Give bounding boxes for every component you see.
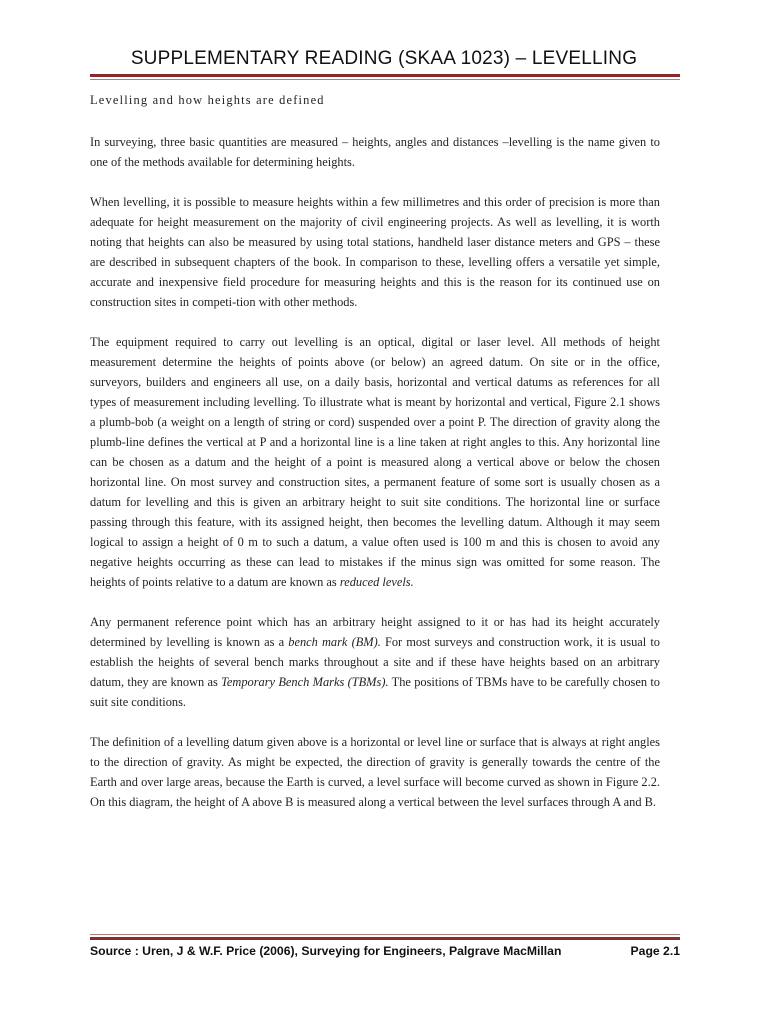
footer-source: Source : Uren, J & W.F. Price (2006), Surveying for Engineers, Palgrave MacMillan (90, 944, 562, 958)
paragraph-4-text-a: Any permanent reference point which has an arbitrary height assigned to it or has had its height accurately determined by levelling is known as a (90, 615, 660, 649)
paragraph-4 (90, 612, 660, 712)
paragraph-4-text-c: The positions of TBMs have to be carefully chosen to suit site conditions. (90, 675, 660, 709)
term-temporary-bench-marks: Temporary Bench Marks (TBMs). (221, 675, 389, 689)
section-heading: Levelling and how heights are defined (90, 93, 325, 107)
footer-page-number: Page 2.1 (630, 944, 680, 958)
document-body (90, 90, 660, 832)
header-rule-thin (90, 79, 680, 80)
paragraph-1: In surveying, three basic quantities are measured – heights, angles and distances –levelling is the name given to one of the methods available for determining heights. (90, 135, 660, 169)
paragraph-5: The definition of a levelling datum given above is a horizontal or level line or surface that is always at right angles to the direction of gravity. As might be expected, the direction of gravity is generally towards the centre of the Earth and over large areas, because the Earth is curved, a level surface will become curved as shown in Figure 2.2. On this diagram, the height of A above B is measured along a vertical between the level surfaces through A and B. (90, 735, 660, 809)
term-reduced-levels: reduced levels. (339, 575, 414, 589)
page-title: SUPPLEMENTARY READING (SKAA 1023) – LEVELLING (130, 48, 638, 69)
header-rule (90, 74, 680, 77)
footer-rule (90, 937, 680, 940)
paragraph-3 (90, 332, 660, 592)
paragraph-2: When levelling, it is possible to measure heights within a few millimetres and this order of precision is more than adequate for height measurement on the majority of civil engineering projects. As well as levelling, it is worth noting that heights can also be measured by using total stations, handheld laser distance meters and GPS – these are described in subsequent chapters of the book. In comparison to these, levelling offers a versatile yet simple, accurate and inexpensive field procedure for measuring heights and this is the reason for its continued use on construction sites in competi-tion with other methods. (90, 195, 660, 309)
footer-rule-thin (90, 934, 680, 935)
paragraph-3-text: The equipment required to carry out levelling is an optical, digital or laser level. All methods of height measurement determine the heights of points above (or below) an agreed datum. On site or in the office, surveyors, builders and engineers all use, on a daily basis, horizontal and vertical datums as references for all types of measurement including levelling. To illustrate what is meant by horizontal and vertical, Figure 2.1 shows a plumb-bob (a weight on a length of string or cord) suspended over a point P. The direction of gravity along the plumb-line defines the vertical at P and a horizontal line is a line taken at right angles to this. Any horizontal line can be chosen as a datum and the height of a point is measured along a vertical above or below the chosen horizontal line. On most survey and construction sites, a permanent feature of some sort is usually chosen as a datum for levelling and this is given an arbitrary height to suit site conditions. The horizontal line or surface passing through this feature, with its assigned height, then becomes the levelling datum. Although it may seem logical to assign a height of 0 m to such a datum, a value often used is 100 m and this is chosen to avoid any negative heights occurring as these can lead to mistakes if the minus sign was omitted for some reason. The heights of points relative to a datum are known as (90, 335, 660, 589)
paragraph-4-text-b: For most surveys and construction work, it is usual to establish the heights of several bench marks throughout a site and if these have heights based on an arbitrary datum, they are known as (90, 635, 660, 689)
term-bench-mark: bench mark (BM). (288, 635, 381, 649)
